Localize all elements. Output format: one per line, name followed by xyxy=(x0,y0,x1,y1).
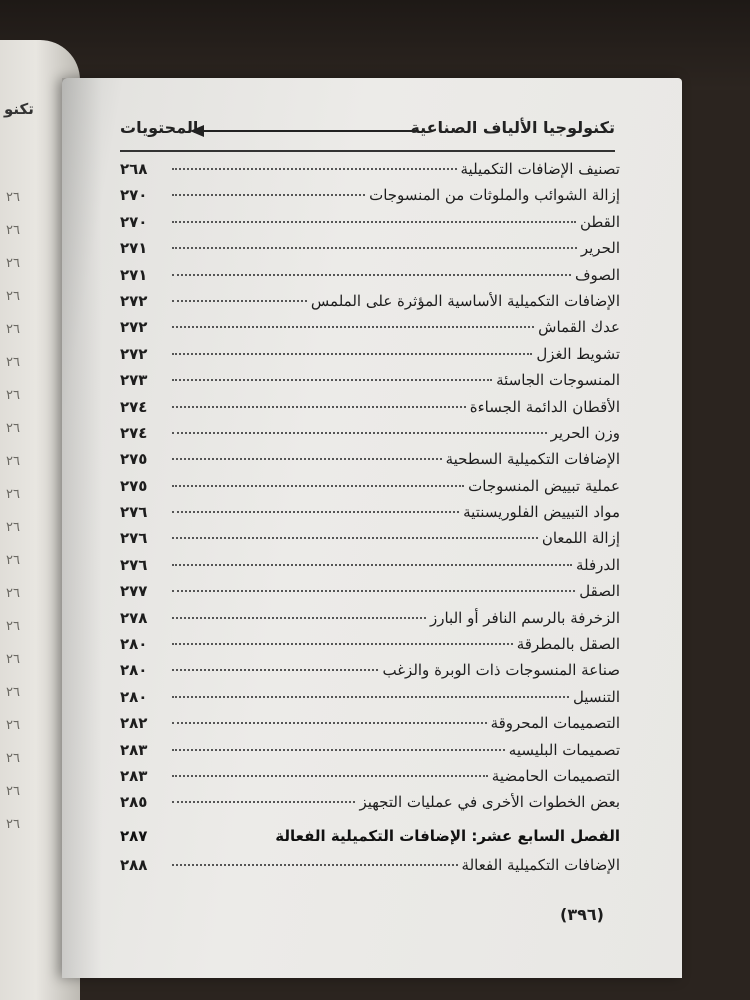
toc-entry xyxy=(120,763,620,789)
book-title: تكنولوجيا الألياف الصناعية xyxy=(410,118,615,137)
toc-entry-page: ٢٧٠ xyxy=(120,186,148,205)
toc-entry xyxy=(120,341,620,367)
dot-leader xyxy=(172,564,572,566)
toc-entry-title: التصميمات المحروقة xyxy=(490,714,620,733)
toc-entry-title: الإضافات التكميلية الفعالة xyxy=(461,855,620,874)
desk-background xyxy=(0,0,750,90)
toc-entry-page: ٢٧٣ xyxy=(120,371,148,390)
toc-entry-title: الإضافات التكميلية الأساسية المؤثرة على الملمس xyxy=(310,291,620,310)
toc-entry-title: عملية تبييض المنسوجات xyxy=(468,476,620,495)
toc-entry-page: ٢٨٢ xyxy=(120,714,148,733)
dot-leader xyxy=(172,458,442,460)
dot-leader xyxy=(172,432,547,434)
section-title: المحتويات xyxy=(120,118,199,137)
previous-page-header-fragment: تكنو xyxy=(4,100,34,118)
dot-leader xyxy=(172,722,487,724)
dot-leader xyxy=(172,247,577,249)
toc-entry-page: ٢٧٤ xyxy=(120,397,148,416)
toc-entry xyxy=(120,209,620,235)
left-arrow-icon xyxy=(190,124,420,138)
toc-entry-page: ٢٧١ xyxy=(120,239,148,258)
toc-entry-title: الدرفلة xyxy=(575,555,620,574)
toc-entry-page: ٢٧٢ xyxy=(120,291,148,310)
toc-entry-page: ٢٧٨ xyxy=(120,608,148,627)
toc-entry-title: الزخرفة بالرسم النافر أو البارز xyxy=(429,608,620,627)
toc-entry xyxy=(120,156,620,182)
toc-entry-page: ٢٧٦ xyxy=(120,555,148,574)
toc-entry-page: ٢٨٨ xyxy=(120,855,148,874)
toc-entry-title: التنسيل xyxy=(572,687,620,706)
toc-entry xyxy=(120,499,620,525)
chapter-heading xyxy=(120,820,620,852)
toc-entry-title: عدك القماش xyxy=(538,318,620,337)
dot-leader xyxy=(172,864,458,866)
toc-entry-page: ٢٨٠ xyxy=(120,687,148,706)
toc-entry xyxy=(120,394,620,420)
toc-entry-title: الصوف xyxy=(574,265,620,284)
dot-leader xyxy=(172,326,534,328)
toc-entry xyxy=(120,314,620,340)
dot-leader xyxy=(172,537,538,539)
toc-entry-title: التصميمات الحامضية xyxy=(491,766,620,785)
toc-entry xyxy=(120,182,620,208)
toc-entry xyxy=(120,852,620,878)
toc-entry-page: ٢٧٧ xyxy=(120,582,148,601)
toc-entry-title: مواد التبييض الفلوريسنتية xyxy=(463,503,620,522)
toc-entry-page: ٢٧٢ xyxy=(120,318,148,337)
dot-leader xyxy=(172,485,464,487)
toc-entry-page: ٢٧٤ xyxy=(120,423,148,442)
toc-entry-title: الصقل xyxy=(579,582,620,601)
toc-entry xyxy=(120,789,620,815)
toc-entry-title: القطن xyxy=(579,212,620,231)
toc-entry xyxy=(120,578,620,604)
toc-entry xyxy=(120,657,620,683)
dot-leader xyxy=(172,590,575,592)
toc-entry xyxy=(120,288,620,314)
toc-entry xyxy=(120,420,620,446)
table-of-contents xyxy=(120,156,620,878)
dot-leader xyxy=(172,696,569,698)
toc-entry-page: ٢٦٨ xyxy=(120,160,148,178)
dot-leader xyxy=(172,643,513,645)
dot-leader xyxy=(172,194,365,196)
toc-entry xyxy=(120,737,620,763)
toc-entry xyxy=(120,605,620,631)
toc-entry-page: ٢٧٥ xyxy=(120,476,148,495)
chapter-title: الفصل السابع عشر: الإضافات التكميلية الفعالة xyxy=(275,826,620,845)
toc-entry-page: ٢٧٥ xyxy=(120,450,148,469)
toc-entry xyxy=(120,446,620,472)
toc-entry-title: بعض الخطوات الأخرى في عمليات التجهيز xyxy=(359,793,620,812)
toc-entry xyxy=(120,631,620,657)
toc-entry xyxy=(120,262,620,288)
toc-entry xyxy=(120,235,620,261)
toc-entry-page: ٢٨٠ xyxy=(120,635,148,654)
dot-leader xyxy=(172,669,378,671)
dot-leader xyxy=(172,775,488,777)
dot-leader xyxy=(172,749,505,751)
toc-entry-title: الحرير xyxy=(580,239,620,258)
dot-leader xyxy=(172,221,576,223)
toc-entry-page: ٢٧٠ xyxy=(120,212,148,231)
toc-entry-page: ٢٧٦ xyxy=(120,503,148,522)
toc-entry-title: الإضافات التكميلية السطحية xyxy=(445,450,620,469)
toc-entry-page: ٢٧١ xyxy=(120,265,148,284)
dot-leader xyxy=(172,617,426,619)
toc-entry xyxy=(120,684,620,710)
toc-entry-title: الصقل بالمطرقة xyxy=(516,635,620,654)
dot-leader xyxy=(172,274,571,276)
dot-leader xyxy=(172,801,355,803)
dot-leader xyxy=(172,406,466,408)
toc-entry-page: ٢٧٦ xyxy=(120,529,148,548)
toc-entry-title: تشويط الغزل xyxy=(536,344,620,363)
dot-leader xyxy=(172,168,457,170)
toc-entry-page: ٢٨٣ xyxy=(120,766,148,785)
toc-entry-title: إزالة اللمعان xyxy=(541,529,620,548)
toc-entry-page: ٢٧٢ xyxy=(120,344,148,363)
dot-leader xyxy=(172,511,459,513)
toc-entry-title: المنسوجات الجاسئة xyxy=(496,371,620,390)
dot-leader xyxy=(172,353,532,355)
toc-entry-page: ٢٨٣ xyxy=(120,740,148,759)
toc-entry-page: ٢٨٠ xyxy=(120,661,148,680)
chapter-page: ٢٨٧ xyxy=(120,826,148,845)
toc-entry xyxy=(120,525,620,551)
previous-page-faded-numbers: ٢٦ ٢٦ ٢٦ ٢٦ ٢٦ ٢٦ ٢٦ ٢٦ ٢٦ ٢٦ ٢٦ ٢٦ ٢٦ ٢٦ ٢٦ ٢٦ ٢٦ ٢٦ ٢٦ ٢٦ xyxy=(6,190,20,832)
toc-entry xyxy=(120,710,620,736)
header-rule xyxy=(120,150,615,152)
page-header xyxy=(120,118,615,148)
toc-entry-title: تصنيف الإضافات التكميلية xyxy=(460,160,620,178)
toc-entry-title: صناعة المنسوجات ذات الوبرة والزغب xyxy=(382,661,620,680)
toc-entry xyxy=(120,552,620,578)
dot-leader xyxy=(172,379,492,381)
toc-entry xyxy=(120,473,620,499)
toc-entry-page: ٢٨٥ xyxy=(120,793,148,812)
toc-entry-title: وزن الحرير xyxy=(550,423,620,442)
toc-entry xyxy=(120,367,620,393)
toc-entry-title: الأقطان الدائمة الجساءة xyxy=(469,397,620,416)
page-number: (٣٩٦) xyxy=(560,905,604,924)
dot-leader xyxy=(172,300,307,302)
toc-entry-title: إزالة الشوائب والملوثات من المنسوجات xyxy=(369,186,620,205)
toc-entry-title: تصميمات البليسيه xyxy=(508,740,620,759)
